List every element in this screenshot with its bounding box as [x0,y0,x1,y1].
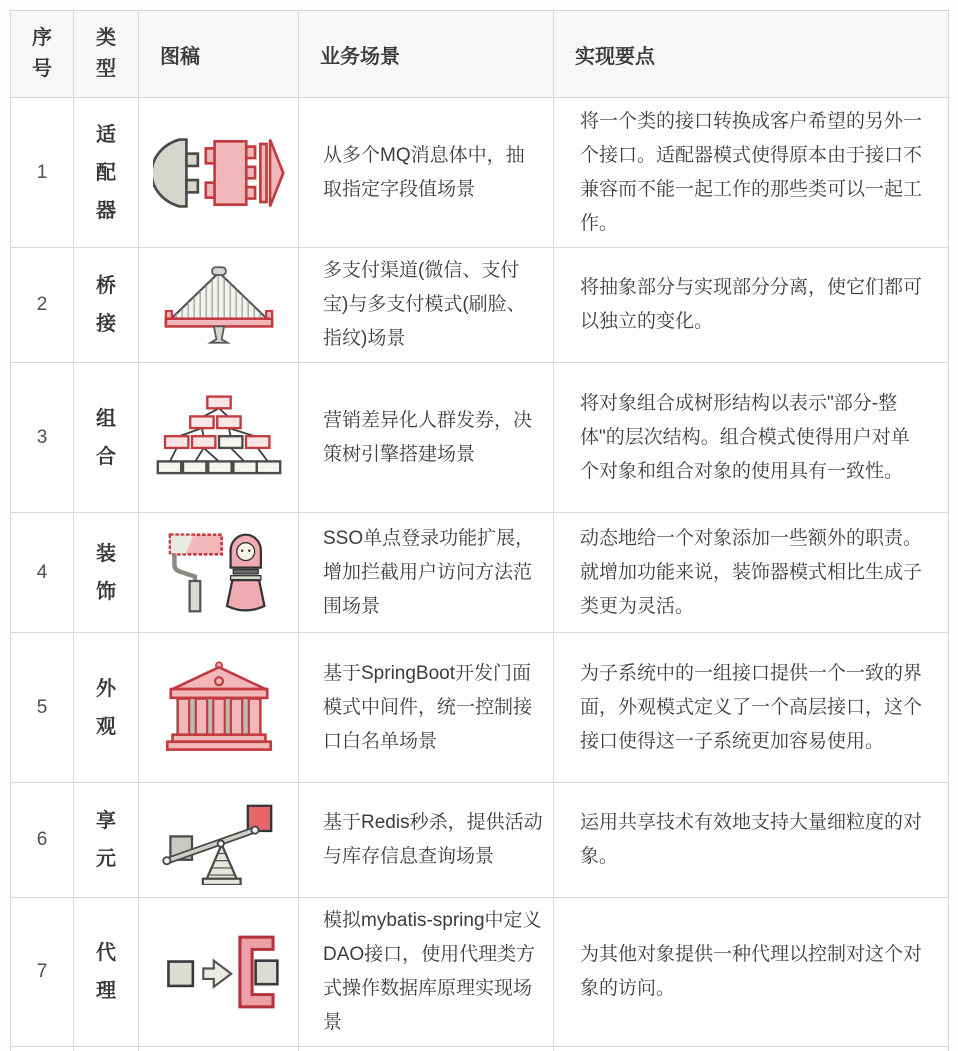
column-header-number: 序号 [11,11,74,98]
flyweight-seesaw-icon [139,795,298,885]
proxy-icon [139,928,298,1016]
facade-temple-icon [139,659,298,756]
illustration-cell [139,98,299,248]
pattern-type: 外观 [74,633,139,783]
table-body [11,98,949,1051]
pattern-type: 装饰 [74,513,139,633]
row-number: 2 [11,248,74,363]
illustration-cell [139,633,299,783]
pattern-type: 桥接 [74,248,139,363]
business-scenario: 多支付渠道(微信、支付宝)与多支付模式(刷脸、指纹)场景 [299,248,554,363]
decorator-matryoshka-icon [139,524,298,622]
column-header-scenario: 业务场景 [299,11,554,98]
business-scenario: SSO单点登录功能扩展，增加拦截用户访问方法范围场景 [299,513,554,633]
table-header [11,11,949,98]
table-row [11,98,949,248]
table-row [11,633,949,783]
pattern-type: 组合 [74,363,139,513]
implementation-points: 将一个类的接口转换成客户希望的另外一个接口。适配器模式使得原本由于接口不兼容而不能一起工作的那些类可以一起工作。 [554,98,949,248]
column-header-illustration: 图稿 [139,11,299,98]
illustration-cell [139,248,299,363]
implementation-points: 将对象组合成树形结构以表示"部分-整体"的层次结构。组合模式使得用户对单个对象和组合对象的使用具有一致性。 [554,363,949,513]
table-row [11,248,949,363]
business-scenario: 模拟mybatis-spring中定义DAO接口，使用代理类方式操作数据库原理实现场景 [299,898,554,1047]
table-row [11,898,949,1047]
partial-next-row [11,1047,949,1051]
illustration-cell [139,783,299,898]
row-number: 1 [11,98,74,248]
column-header-type: 类型 [74,11,139,98]
design-patterns-table [10,10,949,1051]
implementation-points: 为其他对象提供一种代理以控制对这个对象的访问。 [554,898,949,1047]
implementation-points: 动态地给一个对象添加一些额外的职责。就增加功能来说，装饰器模式相比生成子类更为灵活。 [554,513,949,633]
bridge-icon [139,259,298,351]
illustration-cell [139,898,299,1047]
pattern-type: 享元 [74,783,139,898]
table-row [11,513,949,633]
illustration-cell [139,363,299,513]
row-number: 4 [11,513,74,633]
business-scenario: 基于SpringBoot开发门面模式中间件，统一控制接口白名单场景 [299,633,554,783]
implementation-points: 将抽象部分与实现部分分离，使它们都可以独立的变化。 [554,248,949,363]
row-number: 7 [11,898,74,1047]
composite-tree-icon [139,393,298,483]
pattern-type: 代理 [74,898,139,1047]
row-number: 3 [11,363,74,513]
business-scenario: 从多个MQ消息体中，抽取指定字段值场景 [299,98,554,248]
column-header-points: 实现要点 [554,11,949,98]
row-number: 6 [11,783,74,898]
implementation-points: 运用共享技术有效地支持大量细粒度的对象。 [554,783,949,898]
business-scenario: 营销差异化人群发券，决策树引擎搭建场景 [299,363,554,513]
table-row [11,363,949,513]
row-number: 5 [11,633,74,783]
table-row [11,783,949,898]
implementation-points: 为子系统中的一组接口提供一个一致的界面，外观模式定义了一个高层接口，这个接口使得这一子系统更加容易使用。 [554,633,949,783]
adapter-icon [139,128,298,218]
business-scenario: 基于Redis秒杀，提供活动与库存信息查询场景 [299,783,554,898]
pattern-type: 适配器 [74,98,139,248]
illustration-cell [139,513,299,633]
